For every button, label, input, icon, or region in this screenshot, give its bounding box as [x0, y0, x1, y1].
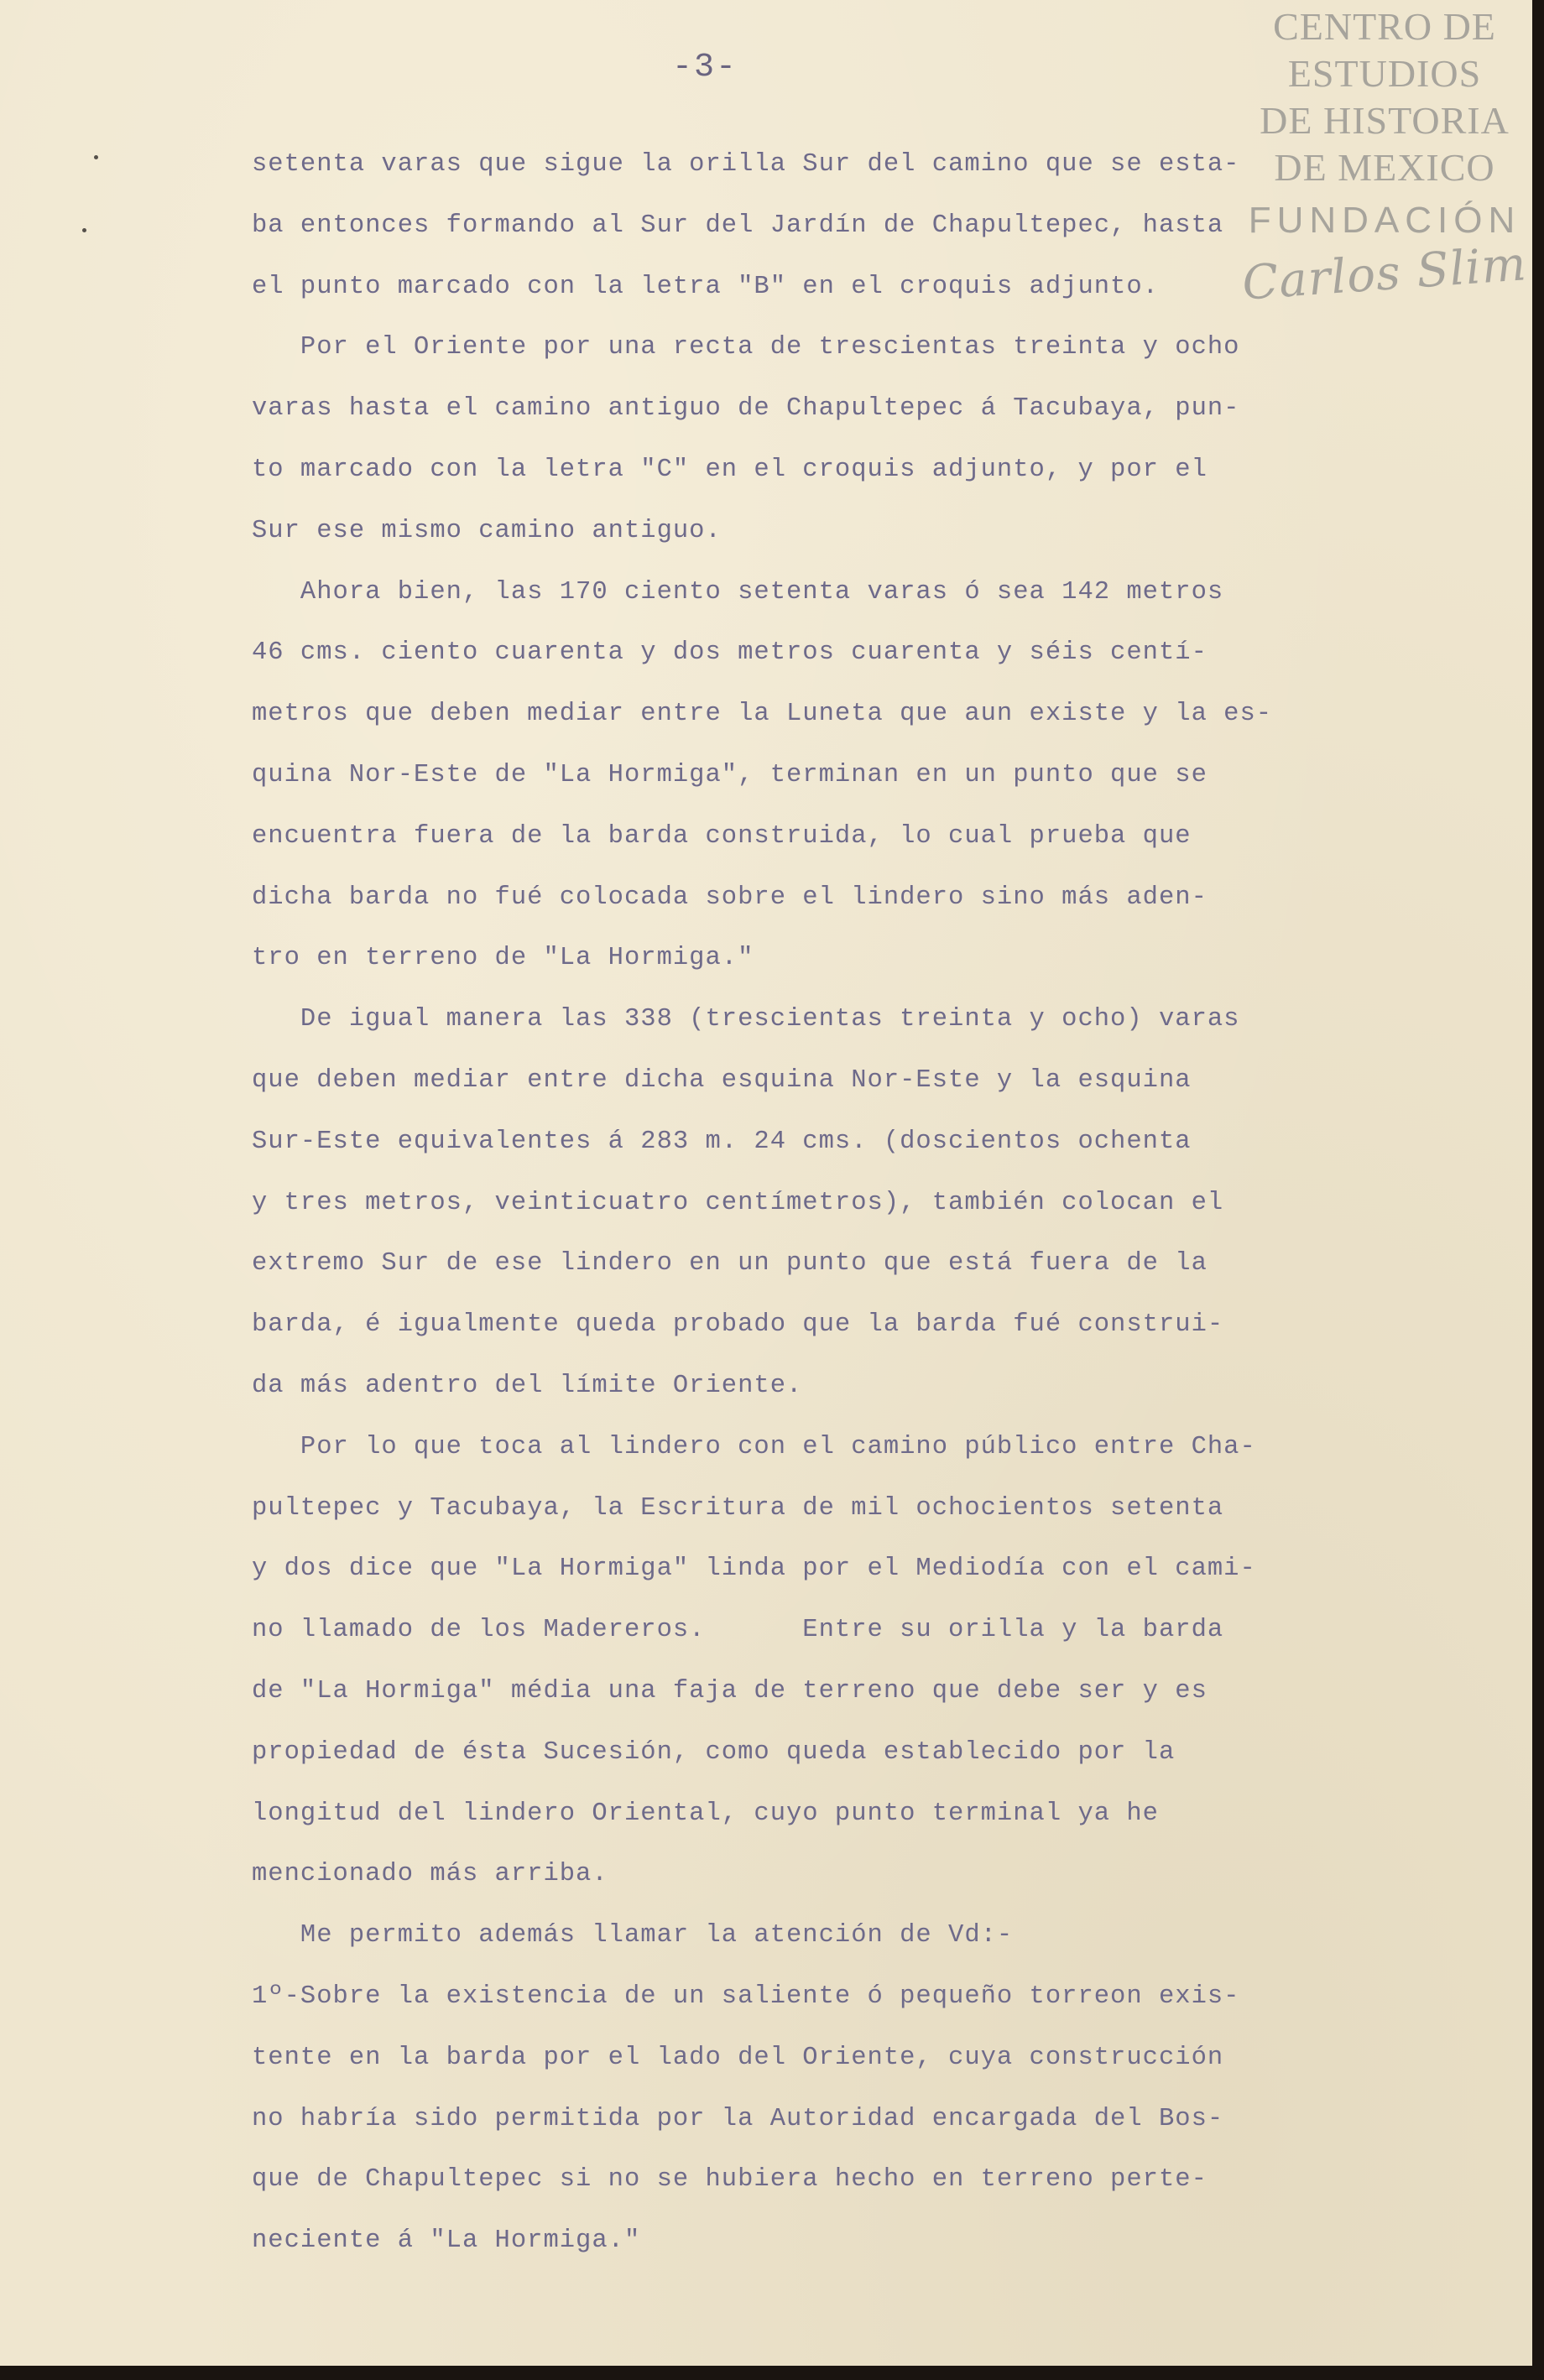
text-line: encuentra fuera de la barda construida, lo cual prueba que: [252, 821, 1192, 851]
margin-dot-mark: [82, 228, 86, 232]
text-line: pultepec y Tacubaya, la Escritura de mil ochocientos setenta: [252, 1493, 1224, 1523]
text-line: y dos dice que "La Hormiga" linda por el Mediodía con el cami-: [252, 1555, 1256, 1584]
text-line: 46 cms. ciento cuarenta y dos metros cuarenta y séis centí-: [252, 638, 1208, 668]
watermark-line: ESTUDIOS: [1287, 52, 1482, 95]
text-line: setenta varas que sigue la orilla Sur del camino que se esta-: [252, 150, 1240, 179]
archive-watermark: [1234, 3, 1532, 381]
watermark-line: DE HISTORIA: [1260, 99, 1510, 142]
watermark-line: CENTRO DE: [1273, 5, 1496, 48]
text-line: que deben mediar entre dicha esquina Nor-Este y la esquina: [252, 1065, 1192, 1095]
margin-dot-mark: [94, 155, 98, 159]
text-line: dicha barda no fué colocada sobre el lindero sino más aden-: [252, 883, 1208, 912]
text-line: de "La Hormiga" média una faja de terreno que debe ser y es: [252, 1676, 1208, 1706]
typewritten-body: [252, 134, 1427, 2272]
page-number: -3-: [671, 49, 738, 86]
text-line: to marcado con la letra "C" en el croquis adjunto, y por el: [252, 455, 1208, 484]
text-line: ba entonces formando al Sur del Jardín de Chapultepec, hasta: [252, 211, 1224, 240]
text-line: el punto marcado con la letra "B" en el croquis adjunto.: [252, 272, 1159, 301]
text-line: barda, é igualmente queda probado que la barda fué construi-: [252, 1310, 1224, 1340]
text-line: varas hasta el camino antiguo de Chapultepec á Tacubaya, pun-: [252, 394, 1240, 424]
text-line: y tres metros, veinticuatro centímetros), también colocan el: [252, 1188, 1224, 1217]
text-line: extremo Sur de ese lindero en un punto que está fuera de la: [252, 1249, 1208, 1279]
text-line: Ahora bien, las 170 ciento setenta varas ó sea 142 metros: [252, 577, 1224, 607]
text-line: longitud del lindero Oriental, cuyo punto terminal ya he: [252, 1799, 1159, 1828]
text-line: tro en terreno de "La Hormiga.": [252, 944, 754, 973]
text-line: que de Chapultepec si no se hubiera hecho en terreno perte-: [252, 2165, 1208, 2195]
text-line: no habría sido permitida por la Autoridad encargada del Bos-: [252, 2104, 1224, 2133]
text-line: da más adentro del límite Oriente.: [252, 1371, 803, 1400]
text-line: quina Nor-Este de "La Hormiga", terminan en un punto que se: [252, 760, 1208, 789]
watermark-fundacion: FUNDACIÓN: [1248, 200, 1521, 241]
watermark-line: DE MEXICO: [1274, 146, 1495, 189]
text-line: metros que deben mediar entre la Luneta que aun existe y la es-: [252, 700, 1273, 729]
text-line: mencionado más arriba.: [252, 1860, 608, 1889]
text-line: tente en la barda por el lado del Oriente, cuya construcción: [252, 2043, 1224, 2072]
text-line: Por lo que toca al lindero con el camino público entre Cha-: [252, 1432, 1256, 1461]
text-line: Por el Oriente por una recta de trescientas treinta y ocho: [252, 333, 1240, 362]
text-line: Sur ese mismo camino antiguo.: [252, 516, 722, 545]
text-line: no llamado de los Madereros. Entre su orilla y la barda: [252, 1616, 1224, 1645]
scan-border-right: [1532, 0, 1544, 2380]
text-line: Me permito además llamar la atención de Vd:-: [252, 1921, 1014, 1950]
text-line: De igual manera las 338 (trescientas treinta y ocho) varas: [252, 1005, 1240, 1034]
scan-border-bottom: [0, 2366, 1544, 2380]
text-line: 1º-Sobre la existencia de un saliente ó pequeño torreon exis-: [252, 1982, 1240, 2011]
watermark-signature: Carlos Slim: [1240, 237, 1529, 311]
text-line: neciente á "La Hormiga.": [252, 2226, 641, 2256]
text-line: propiedad de ésta Sucesión, como queda establecido por la: [252, 1737, 1176, 1767]
text-line: Sur-Este equivalentes á 283 m. 24 cms. (doscientos ochenta: [252, 1127, 1192, 1156]
